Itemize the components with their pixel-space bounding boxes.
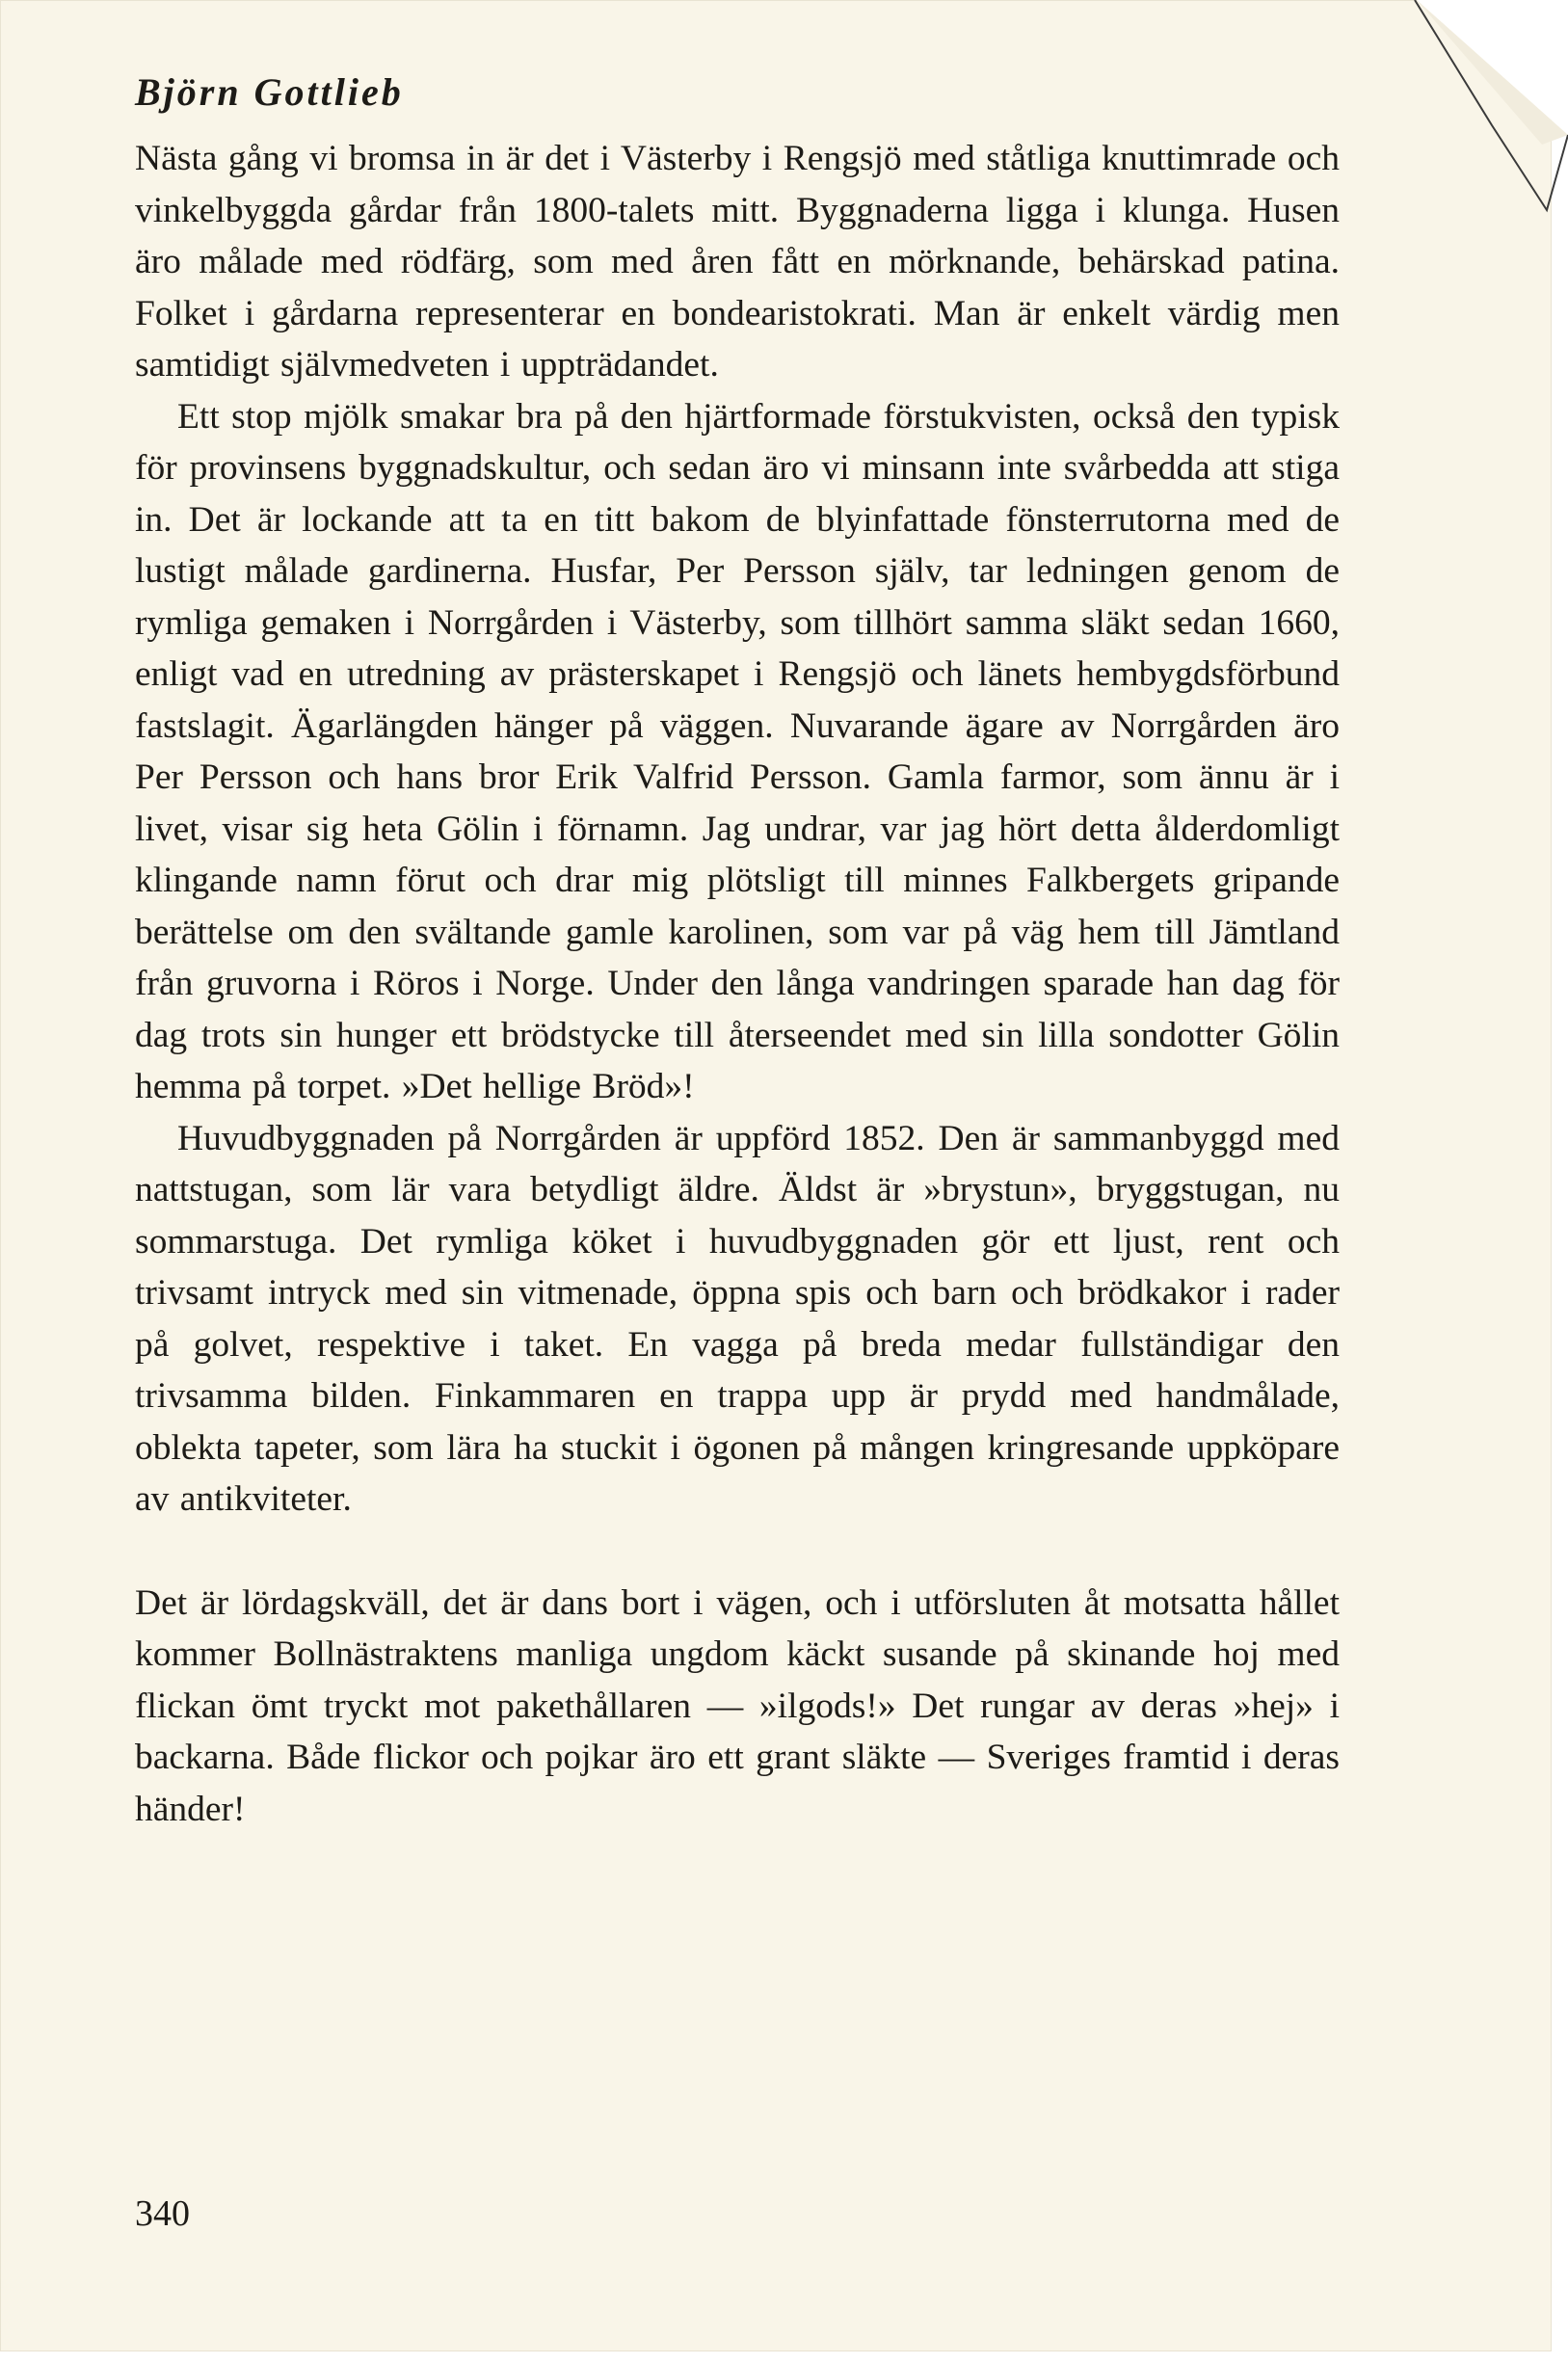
paragraph-1: Nästa gång vi bromsa in är det i Västerby i Rengsjö med ståtliga knuttimrade och vinkelbyggda gårdar från 1800-talets mitt. Byggnaderna ligga i klunga. Husen äro målade med rödfärg, som med åren fått en mörknande, behärskad patina. Folket i gårdarna representerar en bondearistokrati. Man är enkelt värdig men samtidigt självmedveten i uppträdandet. bbox=[135, 139, 1340, 385]
page-text bbox=[135, 48, 1340, 1835]
paragraph-4: Det är lördagskväll, det är dans bort i vägen, och i utförsluten åt motsatta hållet kommer Bollnästraktens manliga ungdom käckt susande på skinande hoj med flickan ömt tryckt mot pakethållaren — »ilgods!» Det rungar av deras »hej» i backarna. Både flickor och pojkar äro ett grant släkte — Sveriges framtid i deras händer! bbox=[135, 1582, 1340, 1829]
scan-margin bbox=[1552, 0, 1568, 2364]
page-number: 340 bbox=[135, 2193, 190, 2234]
paragraph-2: Ett stop mjölk smakar bra på den hjärtformade förstukvisten, också den typisk för provinsens byggnadskultur, och sedan äro vi minsann inte svårbedda att stiga in. Det är lockande att ta en titt bakom de blyinfattade fönsterrutorna med de lustigt målade gardinerna. Husfar, Per Persson själv, tar ledningen genom de rymliga gemaken i Norrgården i Västerby, som tillhört samma släkt sedan 1660, enligt vad en utredning av prästerskapet i Rengsjö och länets hembygdsförbund fastslagit. Ägarlängden hänger på väggen. Nuvarande ägare av Norrgården äro Per Persson och hans bror Erik Valfrid Persson. Gamla farmor, som ännu är i livet, visar sig heta Gölin i förnamn. Jag undrar, var jag hört detta ålderdomligt klingande namn förut och drar mig plötsligt till minnes Falkbergets gripande berättelse om den svältande gamle karolinen, som var på väg hem till Jämtland från gruvorna i Röros i Norge. Under den långa vandringen sparade han dag för dag trots sin hunger ett brödstycke till återseendet med sin lilla sondotter Gölin hemma på torpet. »Det hellige Bröd»! bbox=[135, 396, 1340, 1106]
running-head: Björn Gottlieb bbox=[135, 70, 404, 114]
paragraph-3: Huvudbyggnaden på Norrgården är uppförd 1852. Den är sammanbyggd med nattstugan, som lär vara betydligt äldre. Äldst är »brystun», bryggstugan, nu sommarstuga. Det rymliga köket i huvudbyggnaden gör ett ljust, rent och trivsamt intryck med sin vitmenade, öppna spis och barn och brödkakor i rader på golvet, respektive i taket. En vagga på breda medar fullständigar den trivsamma bilden. Finkammaren en trappa upp är prydd med handmålade, oblekta tapeter, som lära ha stuckit i ögonen på mången kringresande uppköpare av antikviteter. bbox=[135, 1118, 1340, 1519]
